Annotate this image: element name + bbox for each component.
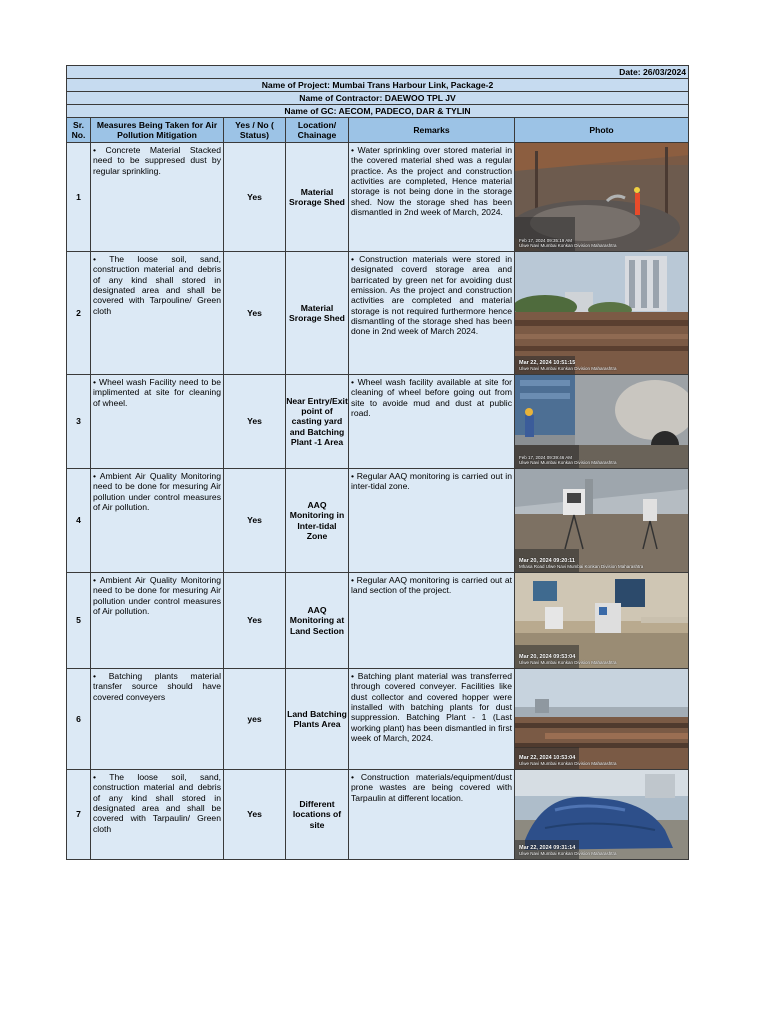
site-photo-aaq-intertidal: [515, 469, 688, 572]
row-sr: 7: [67, 770, 91, 860]
site-photo-tarpaulin: [515, 770, 688, 859]
site-photo-batching-plant: [515, 669, 688, 769]
photo-timestamp: Mar 22, 2024 10:51:15 Ulwe Navi Mumbai Konkan Division Maharashtra: [519, 359, 617, 371]
row-status: Yes: [224, 469, 286, 573]
row-location: Land Batching Plants Area: [286, 669, 349, 770]
row-sr: 3: [67, 375, 91, 469]
col-measures: Measures Being Taken for Air Pollution Mitigation: [91, 118, 224, 143]
row-remarks: • Batching plant material was transferred through covered conveyer. Facilities like dust collector and covered hopper were installed with batching plants for dust suppression. Batching Plant - 1 (Last working plant) has been dismantled in first week of March, 2024.: [349, 669, 515, 770]
column-header-row: [67, 118, 689, 143]
row-status: Yes: [224, 375, 286, 469]
contractor-name: Name of Contractor: DAEWOO TPL JV: [67, 92, 689, 105]
row-photo: [515, 252, 689, 375]
row-status: Yes: [224, 770, 286, 860]
col-status: Yes / No ( Status): [224, 118, 286, 143]
photo-timestamp: Feb 17, 2024 09:35:19 AM Ulwe Navi Mumbai Konkan Division Maharashtra: [519, 237, 617, 248]
row-sr: 4: [67, 469, 91, 573]
row-sr: 5: [67, 573, 91, 669]
row-location: AAQ Monitoring in Inter-tidal Zone: [286, 469, 349, 573]
table-row: [67, 252, 689, 375]
row-location: Material Srorage Shed: [286, 143, 349, 252]
row-location: Material Srorage Shed: [286, 252, 349, 375]
row-photo: [515, 770, 689, 860]
row-sr: 2: [67, 252, 91, 375]
row-measure: • Ambient Air Quality Monitoring need to be done for mesuring Air pollution under control measures of Air pollution.: [91, 573, 224, 669]
photo-timestamp: Mar 22, 2024 09:31:14 Ulwe Navi Mumbai Konkan Division Maharashtra: [519, 844, 617, 856]
row-status: Yes: [224, 252, 286, 375]
row-status: Yes: [224, 143, 286, 252]
site-photo-wheel-wash: [515, 375, 688, 468]
row-photo: [515, 669, 689, 770]
table-row: [67, 375, 689, 469]
row-measure: • Ambient Air Quality Monitoring need to be done for mesuring Air pollution under control measures of Air pollution.: [91, 469, 224, 573]
row-remarks: • Regular AAQ monitoring is carried out in inter-tidal zone.: [349, 469, 515, 573]
col-location: Location/ Chainage: [286, 118, 349, 143]
col-remarks: Remarks: [349, 118, 515, 143]
site-photo-dismantled-shed: [515, 252, 688, 374]
table-row: [67, 573, 689, 669]
row-measure: • Wheel wash Facility need to be implimented at site for cleaning of wheel.: [91, 375, 224, 469]
site-photo-storage-shed: [515, 143, 688, 251]
row-photo: [515, 469, 689, 573]
row-photo: [515, 375, 689, 469]
photo-timestamp: Mar 20, 2024 09:53:04 Ulwe Navi Mumbai Konkan Division Maharashtra: [519, 653, 617, 665]
report-date: Date: 26/03/2024: [67, 66, 689, 79]
row-location: AAQ Monitoring at Land Section: [286, 573, 349, 669]
col-sr: Sr. No.: [67, 118, 91, 143]
row-remarks: • Construction materials/equipment/dust prone wastes are being covered with Tarpaulin at different location.: [349, 770, 515, 860]
row-sr: 1: [67, 143, 91, 252]
row-location: Near Entry/Exit point of casting yard and Batching Plant -1 Area: [286, 375, 349, 469]
row-photo: [515, 143, 689, 252]
row-measure: • The loose soil, sand, construction material and debris of any kind shall stored in designated area and shall be covered with Tarpaulin/ Green cloth: [91, 770, 224, 860]
row-remarks: • Regular AAQ monitoring is carried out at land section of the project.: [349, 573, 515, 669]
row-status: Yes: [224, 573, 286, 669]
table-row: [67, 770, 689, 860]
table-row: [67, 669, 689, 770]
row-measure: • The loose soil, sand, construction material and debris of any kind shall stored in designated area and shall be covered with Tarpouline/ Green cloth: [91, 252, 224, 375]
row-remarks: • Construction materials were stored in designated coverd storage area and barricated by green net for avoiding dust emission. As the project and construction activities are completed and material storage is not required furthermore hence dismantling of the storage shed has been done in 2nd week of March 2024.: [349, 252, 515, 375]
col-photo: Photo: [515, 118, 689, 143]
project-name: Name of Project: Mumbai Trans Harbour Link, Package-2: [67, 79, 689, 92]
row-sr: 6: [67, 669, 91, 770]
row-measure: • Batching plants material transfer source should have covered conveyers: [91, 669, 224, 770]
site-photo-aaq-land: [515, 573, 688, 668]
air-pollution-mitigation-table: [66, 65, 689, 860]
row-photo: [515, 573, 689, 669]
row-location: Different locations of site: [286, 770, 349, 860]
photo-timestamp: Feb 17, 2024 09:39:46 AM Ulwe Navi Mumbai Konkan Division Maharashtra: [519, 454, 617, 465]
table-row: [67, 469, 689, 573]
gc-name: Name of GC: AECOM, PADECO, DAR & TYLIN: [67, 105, 689, 118]
row-status: yes: [224, 669, 286, 770]
row-measure: • Concrete Material Stacked need to be suppresed dust by regular sprinkling.: [91, 143, 224, 252]
row-remarks: • Wheel wash facility available at site for cleaning of wheel before going out from site to avoide mud and dust at public road.: [349, 375, 515, 469]
table-row: [67, 143, 689, 252]
row-remarks: • Water sprinkling over stored material in the covered material shed was a regular practice. As the project and construction activities are completed, Hence material storage is not being done in the storage shed. Now the storage shed has been dismantled in 2nd week of March, 2024.: [349, 143, 515, 252]
photo-timestamp: Mar 20, 2024 09:20:11 Mhasa Road Ulwe Navi Mumbai Konkan Division Maharashtra: [519, 557, 644, 569]
photo-timestamp: Mar 22, 2024 10:53:04 Ulwe Navi Mumbai Konkan Division Maharashtra: [519, 754, 617, 766]
